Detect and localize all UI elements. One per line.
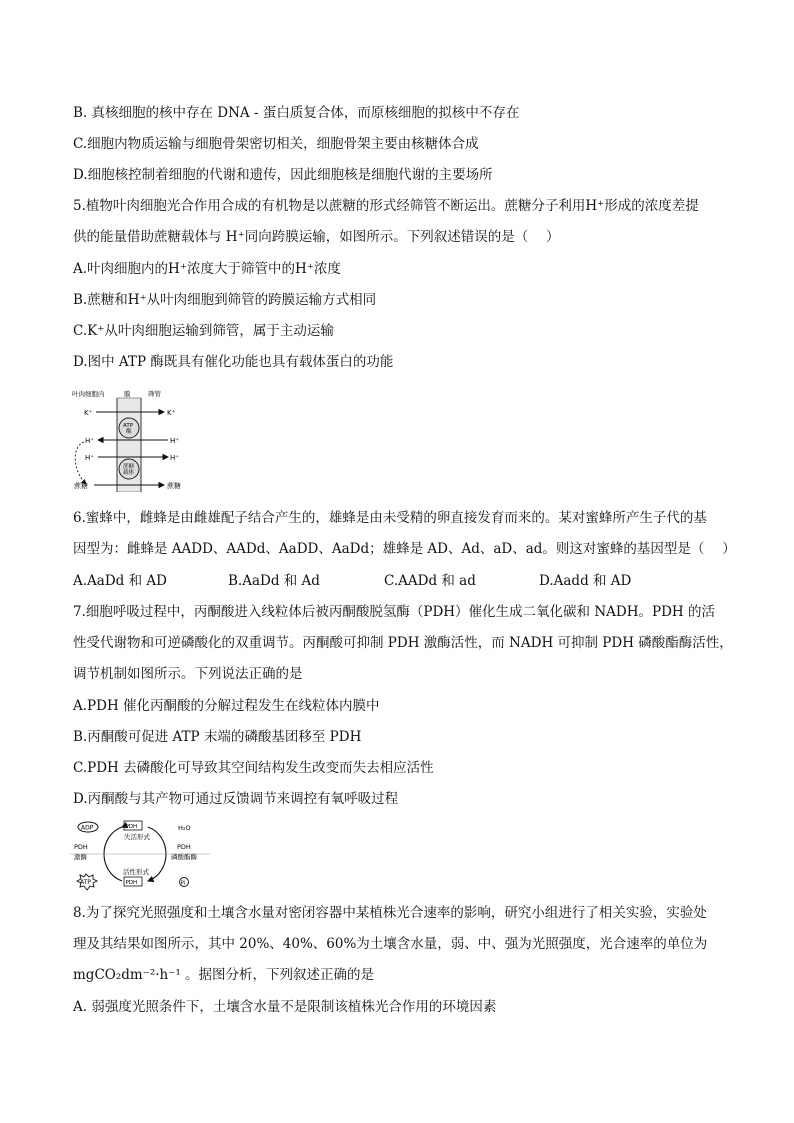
q6-stem-line2: 因型为：雌蜂是 AADD、AADd、AaDD、AaDd；雄蜂是 AD、Ad、aD、ad。则这对蜜蜂的基因型是（ ） <box>73 541 736 557</box>
membrane-header: 膜 <box>124 390 131 398</box>
q6-options-row <box>73 572 713 590</box>
q4-option-d: D.细胞核控制着细胞的代谢和遗传，因此细胞核是细胞代谢的主要场所 <box>73 167 493 183</box>
q6-option-d: D.Aadd 和 AD <box>539 573 632 589</box>
sucrose-left-label: 蔗糖 <box>74 482 88 490</box>
q5-stem-line1: 5.植物叶肉细胞光合作用合成的有机物是以蔗糖的形式经筛管不断运出。蔗糖分子利用H⁺形成的浓度差提 <box>73 198 699 214</box>
q8-stem-line2: 理及其结果如图所示，其中 20%、40%、60%为土壤含水量，弱、中、强为光照强度，光合速率的单位为 <box>73 936 708 952</box>
q7-option-b: B.丙酮酸可促进 ATP 末端的磷酸基团移至 PDH <box>73 729 362 745</box>
top-pdh-label: PDH <box>125 824 138 830</box>
q8-stem-line1: 8.为了探究光照强度和土壤含水量对密闭容器中某植株光合速率的影响，研究小组进行了相关实验，实验处 <box>73 905 707 921</box>
q7-option-d: D.丙酮酸与其产物可通过反馈调节来调控有氧呼吸过程 <box>73 791 399 807</box>
k-right-label: K⁺ <box>167 409 176 417</box>
kinase-label2: 激酶 <box>74 853 87 861</box>
inactive-form-label: 失活形式 <box>124 833 150 841</box>
kinase-label1: PDH <box>74 843 88 851</box>
h-left-top-label: H⁺ <box>85 437 94 445</box>
q8-stem-line3: mgCO₂dm⁻²·h⁻¹ 。据图分析，下列叙述正确的是 <box>73 967 375 983</box>
q5-transport-figure <box>72 388 190 492</box>
k-left-label: K⁺ <box>84 409 93 417</box>
active-form-label: 活性形式 <box>123 868 149 876</box>
q7-option-a: A.PDH 催化丙酮酸的分解过程发生在线粒体内膜中 <box>73 698 380 714</box>
q5-option-d: D.图中 ATP 酶既具有催化功能也具有载体蛋白的功能 <box>73 354 394 370</box>
q6-option-c: C.AADd 和 ad <box>384 573 476 589</box>
recycle-dashed-arrow <box>75 442 86 484</box>
carrier-label2: 载体 <box>123 470 135 476</box>
sieve-tube-header: 筛管 <box>148 390 161 398</box>
q6-option-a: A.AaDd 和 AD <box>73 573 167 589</box>
q7-stem-line2: 性受代谢物和可逆磷酸化的双重调节。丙酮酸可抑制 PDH 激酶活性，而 NADH 可抑制 PDH 磷酸酯酶活性， <box>73 635 733 651</box>
pi-label: Pi <box>180 880 186 887</box>
phosphatase-label2: 磷酸酯酶 <box>171 853 197 861</box>
h-left-bottom-label: H⁺ <box>85 454 94 462</box>
q7-option-c: C.PDH 去磷酸化可导致其空间结构发生改变而失去相应活性 <box>73 760 434 776</box>
q4-option-b: B. 真核细胞的核中存在 DNA - 蛋白质复合体，而原核细胞的拟核中不存在 <box>73 105 520 121</box>
carrier-label1: 蔗糖 <box>123 464 135 470</box>
q6-stem-line1: 6.蜜蜂中，雌蜂是由雌雄配子结合产生的，雄蜂是由未受精的卵直接发育而来的。某对蜜蜂所产生子代的基 <box>73 510 707 526</box>
atp-enzyme-label2: 酶 <box>126 429 132 435</box>
q6-option-b: B.AaDd 和 Ad <box>228 573 320 589</box>
adp-label: ADP <box>81 824 94 832</box>
mesophyll-header: 叶肉细胞内 <box>72 390 105 398</box>
atp-enzyme-label1: ATP <box>123 423 134 429</box>
q8-option-a: A. 弱强度光照条件下，土壤含水量不是限制该植株光合作用的环境因素 <box>73 999 497 1015</box>
water-label: H₂O <box>178 824 191 832</box>
q5-option-b: B.蔗糖和H⁺从叶肉细胞到筛管的跨膜运输方式相同 <box>73 292 377 308</box>
q7-stem-line3: 调节机制如图所示。下列说法正确的是 <box>73 666 303 682</box>
q7-stem-line1: 7.细胞呼吸过程中，丙酮酸进入线粒体后被丙酮酸脱氢酶（PDH）催化生成二氧化碳和 NADH。PDH 的活 <box>73 604 715 620</box>
bottom-pdh-label: PDH <box>125 880 138 886</box>
sucrose-right-label: 蔗糖 <box>167 482 181 490</box>
h-right-bottom-label: H⁺ <box>170 454 179 462</box>
atp-label: ATP <box>80 879 91 886</box>
q4-option-c: C.细胞内物质运输与细胞骨架密切相关，细胞骨架主要由核糖体合成 <box>73 136 479 152</box>
h-right-top-label: H⁺ <box>170 437 179 445</box>
phosphatase-label1: PDH <box>177 843 191 851</box>
q5-stem-line2: 供的能量借助蔗糖载体与 H⁺同向跨膜运输，如图所示。下列叙述错误的是（ ） <box>73 229 560 245</box>
q5-option-a: A.叶肉细胞内的H⁺浓度大于筛管中的H⁺浓度 <box>73 261 341 277</box>
q7-pdh-regulation-figure <box>70 818 216 892</box>
q5-option-c: C.K⁺从叶肉细胞运输到筛管，属于主动运输 <box>73 323 334 339</box>
